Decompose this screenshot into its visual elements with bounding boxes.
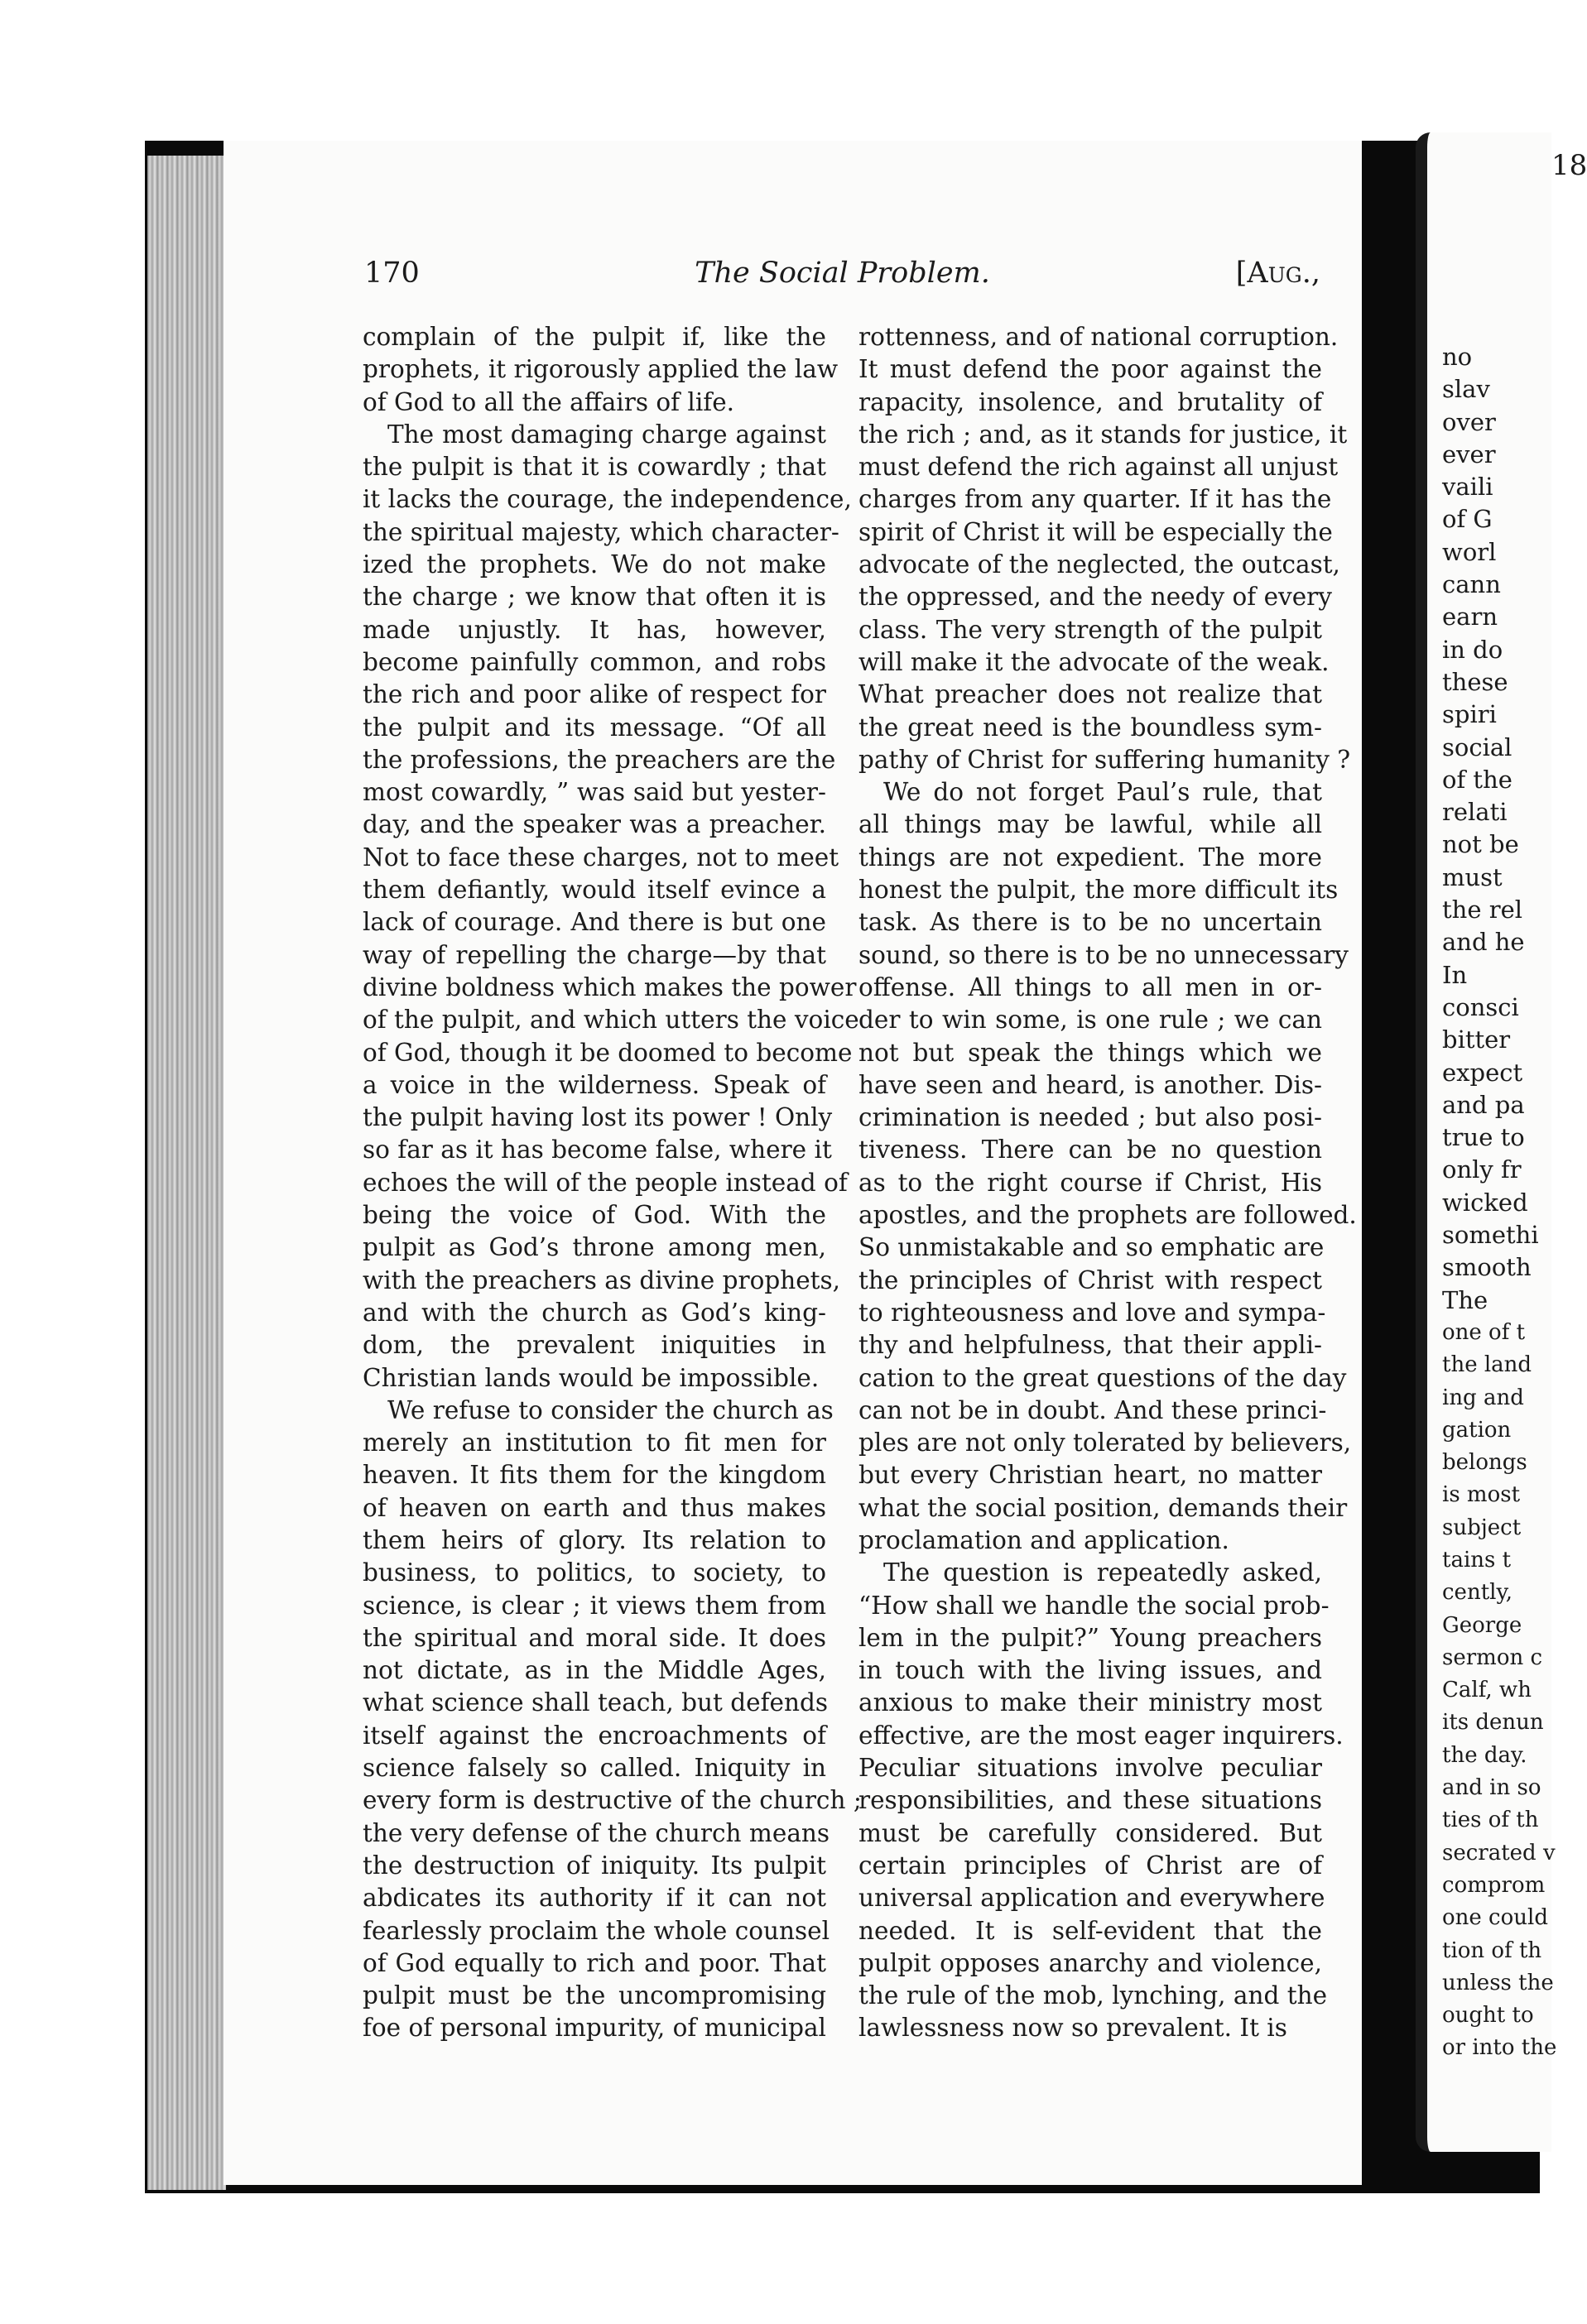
- text-line: science, is clear ; it views them from: [363, 1591, 826, 1620]
- facing-text-line: The: [1442, 1285, 1488, 1314]
- text-line: business, to politics, to society, to: [363, 1558, 826, 1587]
- facing-text-line: is most: [1442, 1482, 1521, 1508]
- text-line: proclamation and application.: [858, 1525, 1229, 1554]
- facing-text-line: and he: [1442, 928, 1525, 957]
- text-line: way of repelling the charge—by that: [363, 940, 826, 969]
- facing-text-line: no: [1442, 343, 1473, 371]
- text-line: What preacher does not realize that: [858, 680, 1322, 709]
- text-line: must be carefully considered. But: [858, 1818, 1322, 1847]
- facing-text-line: not be: [1442, 830, 1519, 859]
- text-line: pulpit as God’s throne among men,: [363, 1233, 826, 1262]
- text-line: become painfully common, and robs: [363, 647, 826, 676]
- text-line: Peculiar situations involve peculiar: [858, 1754, 1322, 1783]
- text-line: complain of the pulpit if, like the: [363, 323, 826, 351]
- text-line: effective, are the most eager inquirers.: [858, 1721, 1344, 1750]
- text-line: of God to all the affairs of life.: [363, 387, 735, 416]
- text-line: crimination is needed ; but also posi-: [858, 1103, 1322, 1132]
- facing-text-line: relati: [1442, 798, 1508, 827]
- text-line: the oppressed, and the needy of every: [858, 583, 1332, 612]
- text-line: the principles of Christ with respect: [858, 1265, 1322, 1294]
- facing-text-line: one could: [1442, 1905, 1548, 1931]
- text-line: divine boldness which makes the power: [363, 972, 857, 1001]
- text-line: responsibilities, and these situations: [858, 1786, 1322, 1815]
- running-title: The Social Problem.: [695, 257, 990, 290]
- text-line: lawlessness now so prevalent. It is: [858, 2014, 1287, 2043]
- text-line: but every Christian heart, no matter: [858, 1461, 1322, 1490]
- text-line: the pulpit and its message. “Of all: [363, 713, 826, 742]
- text-line: not but speak the things which we: [858, 1038, 1322, 1067]
- text-line: It must defend the poor against the: [858, 355, 1322, 384]
- facing-text-line: George: [1442, 1612, 1522, 1638]
- text-line: the pulpit is that it is cowardly ; that: [363, 453, 826, 482]
- text-line: the rich and poor alike of respect for: [363, 680, 826, 709]
- text-line: most cowardly, ” was said but yester-: [363, 778, 826, 807]
- facing-page-header: 18: [1551, 149, 1587, 182]
- text-line: echoes the will of the people instead of: [363, 1168, 848, 1197]
- page-binding-edge: [147, 156, 226, 2190]
- text-line: them heirs of glory. Its relation to: [363, 1525, 826, 1554]
- text-line: lem in the pulpit?” Young preachers: [858, 1623, 1322, 1652]
- text-line: of the pulpit, and which utters the voice: [363, 1006, 859, 1035]
- text-line: charges from any quarter. If it has the: [858, 485, 1332, 514]
- facing-text-line: ever: [1442, 439, 1496, 468]
- text-line: science falsely so called. Iniquity in: [363, 1754, 826, 1783]
- facing-text-line: these: [1442, 667, 1508, 696]
- text-line: The question is repeatedly asked,: [883, 1558, 1322, 1587]
- text-line: honest the pulpit, the more difficult its: [858, 876, 1339, 905]
- text-line: class. The very strength of the pulpit: [858, 615, 1322, 644]
- facing-text-line: wicked: [1442, 1188, 1528, 1217]
- text-line: The most damaging charge against: [387, 420, 826, 449]
- text-line: “How shall we handle the social prob-: [858, 1591, 1330, 1620]
- text-line: can not be in doubt. And these princi-: [858, 1395, 1327, 1424]
- text-line: in touch with the living issues, and: [858, 1656, 1322, 1685]
- text-line: what science shall teach, but defends: [363, 1688, 828, 1717]
- page-number: 170: [364, 257, 420, 290]
- text-line: must defend the rich against all unjust: [858, 453, 1339, 482]
- text-line: the rule of the mob, lynching, and the: [858, 1981, 1328, 2010]
- facing-text-line: worl: [1442, 537, 1497, 566]
- text-line: things are not expedient. The more: [858, 843, 1322, 872]
- text-line: Not to face these charges, not to meet: [363, 843, 839, 872]
- facing-text-line: cann: [1442, 570, 1501, 599]
- text-line: ples are not only tolerated by believers,: [858, 1428, 1352, 1457]
- facing-text-line: vaili: [1442, 473, 1493, 502]
- text-line: abdicates its authority if it can not: [363, 1884, 826, 1913]
- text-line: all things may be lawful, while all: [858, 810, 1322, 839]
- facing-text-line: in do: [1442, 635, 1503, 664]
- text-line: made unjustly. It has, however,: [363, 615, 826, 644]
- facing-text-line: gation: [1442, 1417, 1512, 1443]
- left-text-column: [363, 321, 862, 2045]
- facing-text-line: ties of th: [1442, 1808, 1539, 1833]
- text-line: rottenness, and of national corruption.: [858, 323, 1339, 351]
- facing-text-line: over: [1442, 407, 1496, 436]
- text-line: of heaven on earth and thus makes: [363, 1493, 826, 1522]
- text-line: the spiritual majesty, which character-: [363, 517, 839, 546]
- running-header: [364, 257, 1320, 298]
- text-line: with the preachers as divine prophets,: [363, 1265, 841, 1294]
- facing-text-line: spiri: [1442, 700, 1497, 729]
- facing-text-line: cently,: [1442, 1580, 1512, 1606]
- header-month: [Aug.,: [1235, 257, 1320, 290]
- text-line: dom, the prevalent iniquities in: [363, 1331, 826, 1360]
- facing-text-line: and in so: [1442, 1775, 1541, 1801]
- facing-text-line: subject: [1442, 1515, 1522, 1540]
- text-line: anxious to make their ministry most: [858, 1688, 1322, 1717]
- text-line: the pulpit having lost its power ! Only: [363, 1103, 833, 1132]
- text-line: der to win some, is one rule ; we can: [858, 1006, 1322, 1035]
- text-line: universal application and everywhere: [858, 1884, 1325, 1913]
- scan-margin-left: [0, 0, 145, 2324]
- text-line: day, and the speaker was a preacher.: [363, 810, 826, 839]
- text-line: what the social position, demands their: [858, 1493, 1348, 1522]
- text-line: them defiantly, would itself evince a: [363, 876, 826, 905]
- text-line: every form is destructive of the church ;: [363, 1786, 862, 1815]
- facing-text-line: or into the: [1442, 2035, 1557, 2061]
- facing-text-line: secrated v: [1442, 1840, 1556, 1865]
- text-line: a voice in the wilderness. Speak of: [363, 1070, 826, 1099]
- text-line: So unmistakable and so emphatic are: [858, 1233, 1325, 1262]
- text-line: the destruction of iniquity. Its pulpit: [363, 1851, 826, 1880]
- text-line: apostles, and the prophets are followed.: [858, 1201, 1357, 1230]
- text-line: sound, so there is to be no unnecessary: [858, 940, 1349, 969]
- text-line: so far as it has become false, where it: [363, 1136, 832, 1164]
- text-line: heaven. It fits them for the kingdom: [363, 1461, 826, 1490]
- facing-text-line: somethi: [1442, 1221, 1539, 1250]
- facing-text-line: and pa: [1442, 1090, 1525, 1119]
- text-line: lack of courage. And there is but one: [363, 908, 826, 937]
- facing-text-line: true to: [1442, 1123, 1525, 1152]
- text-line: certain principles of Christ are of: [858, 1851, 1322, 1880]
- facing-text-line: bitter: [1442, 1025, 1511, 1054]
- text-line: the very defense of the church means: [363, 1818, 830, 1847]
- text-line: foe of personal impurity, of municipal: [363, 2014, 826, 2043]
- text-line: the charge ; we know that often it is: [363, 583, 826, 612]
- text-line: Christian lands would be impossible.: [363, 1363, 820, 1392]
- text-line: itself against the encroachments of: [363, 1721, 826, 1750]
- facing-text-line: one of t: [1442, 1319, 1526, 1345]
- text-line: the spiritual and moral side. It does: [363, 1623, 826, 1652]
- facing-page: [1416, 132, 1587, 2152]
- text-line: tiveness. There can be no question: [858, 1136, 1322, 1164]
- facing-text-line: slav: [1442, 375, 1490, 404]
- facing-page-text: [1442, 341, 1556, 2065]
- text-line: advocate of the neglected, the outcast,: [858, 550, 1340, 579]
- text-line: rapacity, insolence, and brutality of: [858, 387, 1322, 416]
- facing-text-line: tains t: [1442, 1547, 1512, 1573]
- text-line: spirit of Christ it will be especially the: [858, 517, 1333, 546]
- text-line: prophets, it rigorously applied the law: [363, 355, 839, 384]
- facing-text-line: unless the: [1442, 1970, 1554, 1995]
- scan-margin-bottom: [0, 2193, 1563, 2324]
- facing-text-line: consci: [1442, 992, 1519, 1021]
- right-text-column: [858, 321, 1357, 2045]
- text-line: thy and helpfulness, that their appli-: [858, 1331, 1322, 1360]
- facing-text-line: of G: [1442, 505, 1493, 534]
- facing-text-line: smooth: [1442, 1253, 1532, 1282]
- scan-margin-top: [0, 0, 1563, 141]
- text-line: We refuse to consider the church as: [387, 1395, 834, 1424]
- text-line: of God, though it be doomed to become: [363, 1038, 853, 1067]
- facing-text-line: ing and: [1442, 1385, 1524, 1410]
- facing-text-line: earn: [1442, 603, 1498, 631]
- text-line: not dictate, as in the Middle Ages,: [363, 1656, 826, 1685]
- facing-text-line: sermon c: [1442, 1645, 1543, 1670]
- text-line: as to the right course if Christ, His: [858, 1168, 1322, 1197]
- facing-text-line: belongs: [1442, 1450, 1527, 1476]
- facing-text-line: ought to: [1442, 2003, 1534, 2029]
- facing-text-line: social: [1442, 732, 1512, 761]
- facing-text-line: In: [1442, 960, 1468, 989]
- facing-text-line: only fr: [1442, 1155, 1522, 1184]
- text-line: the professions, the preachers are the: [363, 745, 836, 774]
- text-line: of God equally to rich and poor. That: [363, 1948, 826, 1977]
- text-line: fearlessly proclaim the whole counsel: [363, 1916, 830, 1945]
- text-line: cation to the great questions of the day: [858, 1363, 1347, 1392]
- text-line: pulpit must be the uncompromising: [363, 1981, 826, 2010]
- text-line: pathy of Christ for suffering humanity ?: [858, 745, 1351, 774]
- text-line: the great need is the boundless sym-: [858, 713, 1322, 742]
- facing-text-line: tion of th: [1442, 1937, 1542, 1963]
- facing-text-line: the rel: [1442, 896, 1523, 924]
- facing-text-line: expect: [1442, 1058, 1523, 1087]
- facing-text-line: the land: [1442, 1352, 1532, 1378]
- text-line: offense. All things to all men in or-: [858, 972, 1322, 1001]
- text-line: and with the church as God’s king-: [363, 1298, 826, 1327]
- facing-text-line: the day.: [1442, 1742, 1527, 1768]
- facing-text-line: of the: [1442, 765, 1512, 794]
- text-line: have seen and heard, is another. Dis-: [858, 1070, 1322, 1099]
- text-line: ized the prophets. We do not make: [363, 550, 826, 579]
- facing-text-line: Calf, wh: [1442, 1678, 1532, 1703]
- text-line: needed. It is self-evident that the: [858, 1916, 1322, 1945]
- facing-text-line: must: [1442, 862, 1503, 891]
- facing-text-line: comprom: [1442, 1872, 1546, 1898]
- text-line: to righteousness and love and sympa-: [858, 1298, 1326, 1327]
- text-line: being the voice of God. With the: [363, 1201, 826, 1230]
- facing-text-line: its denun: [1442, 1710, 1544, 1736]
- text-line: pulpit opposes anarchy and violence,: [858, 1948, 1322, 1977]
- text-line: We do not forget Paul’s rule, that: [883, 778, 1322, 807]
- text-line: task. As there is to be no uncertain: [858, 908, 1322, 937]
- text-line: will make it the advocate of the weak.: [858, 647, 1330, 676]
- text-line: the rich ; and, as it stands for justice, it: [858, 420, 1348, 449]
- text-line: merely an institution to fit men for: [363, 1428, 826, 1457]
- text-line: it lacks the courage, the independence,: [363, 485, 852, 514]
